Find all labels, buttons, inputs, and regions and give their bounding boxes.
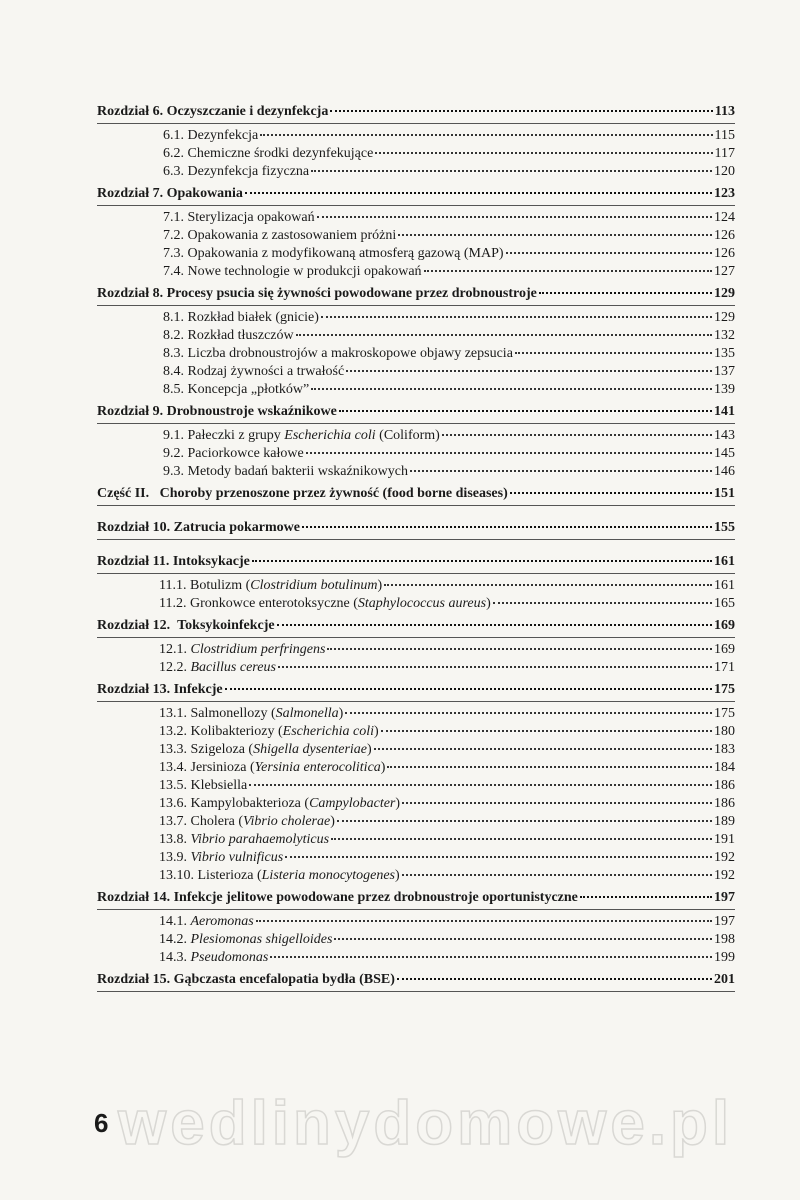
toc-entry-title: 8.4. Rodzaj żywności a trwałość <box>163 364 345 379</box>
divider <box>97 637 735 638</box>
toc-entry-title: Rozdział 15. Gąbczasta encefalopatia bydła (BSE) <box>97 972 395 987</box>
toc-entry-title: 13.1. Salmonellozy (Salmonella) <box>159 706 344 721</box>
divider <box>97 909 735 910</box>
toc-section-entry <box>97 949 735 967</box>
toc-entry-page: 132 <box>714 328 735 343</box>
toc-chapter-entry <box>97 285 735 303</box>
watermark: wedlinydomowe.pl <box>118 1089 734 1158</box>
toc-entry-page: 197 <box>714 914 735 929</box>
toc-section-entry <box>97 381 735 399</box>
dot-leader <box>410 469 712 472</box>
dot-leader <box>424 269 712 272</box>
dot-leader <box>506 251 712 254</box>
toc-section-entry <box>97 931 735 949</box>
toc-section-entry <box>97 759 735 777</box>
dot-leader <box>381 729 712 732</box>
dot-leader <box>245 191 712 194</box>
toc-entry-title: 9.3. Metody badań bakterii wskaźnikowych <box>163 464 408 479</box>
toc-entry-page: 175 <box>714 682 735 697</box>
toc-section-entry <box>97 795 735 813</box>
dot-leader <box>296 333 712 336</box>
toc-chapter-entry <box>97 553 735 571</box>
toc-entry-title: Rozdział 13. Infekcje <box>97 682 223 697</box>
toc-entry-page: 115 <box>714 128 735 143</box>
dot-leader <box>374 747 712 750</box>
toc-entry-title: 12.1. Clostridium perfringens <box>159 642 326 657</box>
toc-section-entry <box>97 127 735 145</box>
dot-leader <box>278 665 712 668</box>
toc-entry-title: 8.3. Liczba drobnoustrojów a makroskopowe objawy zepsucia <box>163 346 513 361</box>
toc-entry-title: Rozdział 12. Toksykoinfekcje <box>97 618 275 633</box>
toc-entry-page: 186 <box>714 796 735 811</box>
toc-section-entry <box>97 463 735 481</box>
dot-leader <box>285 855 712 858</box>
toc-section-entry <box>97 309 735 327</box>
dot-leader <box>249 783 712 786</box>
toc-entry-title: 13.9. Vibrio vulnificus <box>159 850 284 865</box>
toc-entry-title: 7.1. Sterylizacja opakowań <box>163 210 315 225</box>
toc-entry-page: 135 <box>714 346 735 361</box>
toc-entry-title: 14.2. Plesiomonas shigelloides <box>159 932 333 947</box>
dot-leader <box>321 315 712 318</box>
toc-entry-title: 6.2. Chemiczne środki dezynfekujące <box>163 146 374 161</box>
toc-entry-title: Rozdział 8. Procesy psucia się żywności powodowane przez drobnoustroje <box>97 286 537 301</box>
toc-section-entry <box>97 913 735 931</box>
toc-entry-title: 13.5. Klebsiella <box>159 778 248 793</box>
toc-entry-title: 13.10. Listerioza (Listeria monocytogenes) <box>159 868 400 883</box>
toc-entry-page: 120 <box>714 164 735 179</box>
toc-section-entry <box>97 867 735 885</box>
toc-entry-page: 169 <box>714 618 735 633</box>
toc-entry-page: 137 <box>714 364 735 379</box>
toc-entry-title: 9.1. Pałeczki z grupy Escherichia coli (Coliform) <box>163 428 440 443</box>
dot-leader <box>345 711 712 714</box>
toc-entry-title: 13.7. Cholera (Vibrio cholerae) <box>159 814 335 829</box>
toc-entry-page: 151 <box>714 486 735 501</box>
toc-section-entry <box>97 245 735 263</box>
toc-entry-page: 199 <box>714 950 735 965</box>
toc-entry-page: 183 <box>714 742 735 757</box>
toc-entry-title: 9.2. Paciorkowce kałowe <box>163 446 304 461</box>
toc-entry-page: 189 <box>714 814 735 829</box>
toc-entry-title: 7.2. Opakowania z zastosowaniem próżni <box>163 228 397 243</box>
dot-leader <box>311 387 712 390</box>
toc-section-entry <box>97 777 735 795</box>
toc-entry-page: 123 <box>714 186 735 201</box>
toc-entry-title: 13.2. Kolibakteriozy (Escherichia coli) <box>159 724 379 739</box>
toc-section-entry <box>97 705 735 723</box>
toc-entry-title: Rozdział 6. Oczyszczanie i dezynfekcja <box>97 104 329 119</box>
dot-leader <box>225 687 712 690</box>
toc-section-entry <box>97 659 735 677</box>
toc-entry-page: 113 <box>714 104 735 119</box>
dot-leader <box>493 601 712 604</box>
toc-entry-page: 145 <box>714 446 735 461</box>
toc-entry-page: 117 <box>714 146 735 161</box>
toc-chapter-entry <box>97 889 735 907</box>
dot-leader <box>402 873 712 876</box>
toc-section-entry <box>97 595 735 613</box>
toc-entry-page: 191 <box>714 832 735 847</box>
toc-section-entry <box>97 741 735 759</box>
divider <box>97 123 735 124</box>
toc-section-entry <box>97 345 735 363</box>
dot-leader <box>580 895 712 898</box>
toc-section-entry <box>97 641 735 659</box>
divider <box>97 701 735 702</box>
dot-leader <box>330 109 712 112</box>
toc-entry-page: 186 <box>714 778 735 793</box>
toc-section-entry <box>97 723 735 741</box>
dot-leader <box>515 351 712 354</box>
toc-entry-page: 180 <box>714 724 735 739</box>
dot-leader <box>510 491 712 494</box>
toc-entry-page: 143 <box>714 428 735 443</box>
dot-leader <box>260 133 712 136</box>
toc-entry-page: 129 <box>714 286 735 301</box>
toc-entry-title: Rozdział 11. Intoksykacje <box>97 554 250 569</box>
dot-leader <box>346 369 712 372</box>
toc-entry-title: 14.3. Pseudomonas <box>159 950 269 965</box>
dot-leader <box>339 409 712 412</box>
dot-leader <box>302 525 712 528</box>
dot-leader <box>398 233 712 236</box>
toc-entry-page: 201 <box>714 972 735 987</box>
toc-entry-title: 7.4. Nowe technologie w produkcji opakowań <box>163 264 422 279</box>
divider <box>97 991 735 992</box>
page-number: 6 <box>94 1108 109 1138</box>
dot-leader <box>270 955 712 958</box>
toc-entry-title: Część II. Choroby przenoszone przez żywność (food borne diseases) <box>97 486 508 501</box>
divider <box>97 423 735 424</box>
toc-entry-page: 171 <box>714 660 735 675</box>
toc-entry-title: 14.1. Aeromonas <box>159 914 254 929</box>
toc-section-entry <box>97 363 735 381</box>
dot-leader <box>252 559 712 562</box>
toc-chapter-entry <box>97 519 735 537</box>
toc-section-entry <box>97 849 735 867</box>
toc-entry-page: 165 <box>714 596 735 611</box>
toc-chapter-entry <box>97 617 735 635</box>
toc-section-entry <box>97 145 735 163</box>
dot-leader <box>306 451 712 454</box>
toc-entry-page: 192 <box>714 850 735 865</box>
dot-leader <box>331 837 712 840</box>
dot-leader <box>387 765 712 768</box>
dot-leader <box>334 937 712 940</box>
toc-entry-page: 126 <box>714 228 735 243</box>
toc-entry-page: 175 <box>714 706 735 721</box>
toc-entry-title: 13.6. Kampylobakterioza (Campylobacter) <box>159 796 401 811</box>
toc-section-entry <box>97 263 735 281</box>
toc-entry-title: Rozdział 7. Opakowania <box>97 186 243 201</box>
toc-chapter-entry <box>97 485 735 503</box>
toc-entry-page: 141 <box>714 404 735 419</box>
toc-entry-title: 8.1. Rozkład białek (gnicie) <box>163 310 319 325</box>
toc-entry-page: 146 <box>714 464 735 479</box>
toc-entry-title: 8.5. Koncepcja „płotków” <box>163 382 310 397</box>
toc-entry-page: 127 <box>714 264 735 279</box>
toc-chapter-entry <box>97 103 735 121</box>
toc-chapter-entry <box>97 971 735 989</box>
toc-entry-title: Rozdział 14. Infekcje jelitowe powodowane przez drobnoustroje oportunistyczne <box>97 890 578 905</box>
toc-entry-title: Rozdział 9. Drobnoustroje wskaźnikowe <box>97 404 337 419</box>
divider <box>97 205 735 206</box>
dot-leader <box>442 433 712 436</box>
toc-entry-page: 124 <box>714 210 735 225</box>
toc-entry-page: 129 <box>714 310 735 325</box>
toc-entry-page: 198 <box>714 932 735 947</box>
divider <box>97 505 735 506</box>
toc-entry-page: 126 <box>714 246 735 261</box>
toc-entry-page: 192 <box>714 868 735 883</box>
divider <box>97 539 735 540</box>
toc-section-entry <box>97 445 735 463</box>
toc-entry-page: 139 <box>714 382 735 397</box>
toc-section-entry <box>97 831 735 849</box>
toc-entry-title: 13.4. Jersinioza (Yersinia enterocolitica) <box>159 760 386 775</box>
toc-section-entry <box>97 327 735 345</box>
toc-entry-page: 197 <box>714 890 735 905</box>
toc-chapter-entry <box>97 403 735 421</box>
dot-leader <box>277 623 712 626</box>
toc-entry-page: 184 <box>714 760 735 775</box>
dot-leader <box>317 215 712 218</box>
dot-leader <box>337 819 712 822</box>
toc-entry-title: 6.1. Dezynfekcja <box>163 128 259 143</box>
dot-leader <box>384 583 712 586</box>
toc-section-entry <box>97 577 735 595</box>
dot-leader <box>375 151 712 154</box>
toc-entry-title: 11.1. Botulizm (Clostridium botulinum) <box>159 578 383 593</box>
toc-section-entry <box>97 227 735 245</box>
toc-entry-title: 8.2. Rozkład tłuszczów <box>163 328 294 343</box>
divider <box>97 305 735 306</box>
toc-entry-title: 13.8. Vibrio parahaemolyticus <box>159 832 330 847</box>
toc-entry-page: 161 <box>714 554 735 569</box>
divider <box>97 573 735 574</box>
toc-entry-title: 12.2. Bacillus cereus <box>159 660 276 675</box>
toc-entry-page: 169 <box>714 642 735 657</box>
table-of-contents <box>97 103 735 995</box>
toc-entry-title: 13.3. Szigeloza (Shigella dysenteriae) <box>159 742 372 757</box>
dot-leader <box>311 169 712 172</box>
toc-chapter-entry <box>97 681 735 699</box>
toc-section-entry <box>97 163 735 181</box>
dot-leader <box>256 919 712 922</box>
toc-entry-title: Rozdział 10. Zatrucia pokarmowe <box>97 520 300 535</box>
dot-leader <box>327 647 712 650</box>
toc-entry-title: 6.3. Dezynfekcja fizyczna <box>163 164 310 179</box>
toc-entry-title: 11.2. Gronkowce enterotoksyczne (Staphylococcus aureus) <box>159 596 491 611</box>
toc-section-entry <box>97 427 735 445</box>
toc-entry-title: 7.3. Opakowania z modyfikowaną atmosferą gazową (MAP) <box>163 246 504 261</box>
toc-entry-page: 161 <box>714 578 735 593</box>
toc-section-entry <box>97 209 735 227</box>
toc-entry-page: 155 <box>714 520 735 535</box>
toc-section-entry <box>97 813 735 831</box>
toc-chapter-entry <box>97 185 735 203</box>
dot-leader <box>539 291 712 294</box>
dot-leader <box>402 801 712 804</box>
dot-leader <box>397 977 712 980</box>
